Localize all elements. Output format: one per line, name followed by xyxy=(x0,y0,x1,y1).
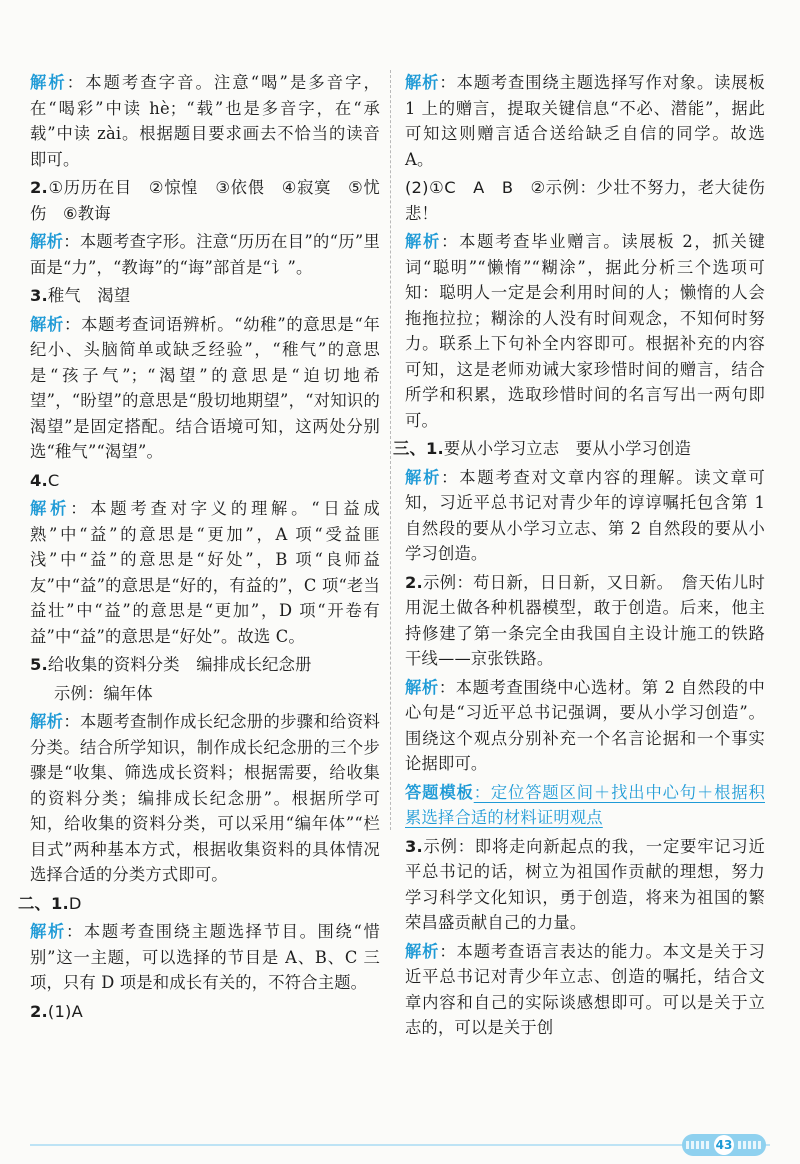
answer-number: 5. xyxy=(30,655,48,674)
analysis-text: ：本题考查字形。注意“历历在目”的“历”里面是“力”，“教诲”的“诲”部首是“讠”。 xyxy=(30,232,380,277)
answer-number: 2. xyxy=(30,178,48,197)
analysis-text: ：本题考查对字义的理解。“日益成熟”中“益”的意思是“更加”，A 项“受益匪浅”中“益”的意思是“好处”，B 项“良师益友”中“益”的意思是“好的，有益的”，C 项“老当益壮”中“益”的意思是“更加”，D 项“开卷有益”中“益”的意思是“好处”。故选 C。 xyxy=(30,499,381,646)
analysis-paragraph xyxy=(405,939,765,1041)
analysis-text: ：本题考查词语辨析。“幼稚”的意思是“年纪小、头脑简单或缺乏经验”，“稚气”的意思是“孩子气”；“渴望”的意思是“迫切地希望”，“盼望”的意思是“殷切地期望”，“对知识的渴望”是固定搭配。结合语境可知，这两处分别选“稚气”“渴望”。 xyxy=(30,314,380,461)
answer-item xyxy=(30,652,380,678)
answer-item xyxy=(30,468,380,494)
answer-number: 3. xyxy=(405,836,423,856)
template-text: ：定位答题区间＋找出中心句＋根据积累选择合适的材料证明观点 xyxy=(405,782,765,827)
analysis-tag: 解析 xyxy=(405,73,440,92)
answer-number: 2. xyxy=(30,1001,48,1021)
analysis-tag: 解析 xyxy=(30,314,65,334)
page-number-badge xyxy=(682,1134,766,1156)
answer-text: ①历历在目 ②惊惶 ③依偎 ④寂寞 ⑤忧伤 ⑥教诲 xyxy=(30,178,380,223)
right-column xyxy=(393,70,766,1044)
answer-text: C xyxy=(47,470,60,490)
analysis-paragraph xyxy=(405,229,765,433)
analysis-tag: 解析 xyxy=(30,73,67,92)
left-column xyxy=(18,70,381,1027)
analysis-paragraph xyxy=(405,465,765,567)
analysis-text: ：本题考查字音。注意“喝”是多音字，在“喝彩”中读 hè；“载”也是多音字，在“承载”中读 zài。根据题目要求画去不恰当的读音即可。 xyxy=(30,73,381,169)
answer-item xyxy=(405,834,765,936)
analysis-tag: 解析 xyxy=(30,499,71,518)
analysis-text: ：本题考查语言表达的能力。本文是关于习近平总书记对青少年立志、创造的嘱托，结合文章内容和自己的实际谈感想即可。可以是关于立志的，可以是关于创 xyxy=(405,941,765,1037)
badge-decoration xyxy=(686,1141,710,1149)
analysis-paragraph xyxy=(30,919,380,996)
footer-rule xyxy=(30,1144,770,1146)
analysis-tag: 解析 xyxy=(30,922,66,941)
analysis-paragraph xyxy=(30,709,380,888)
answer-text: D xyxy=(68,893,82,913)
analysis-text: ：本题考查毕业赠言。读展板 2，抓关键词“聪明”“懒惰”“糊涂”，据此分析三个选项可知：聪明人一定是会利用时间的人；懒惰的人会拖拖拉拉；糊涂的人没有时间观念，不知何时努力。联系上下句补全内容即可。根据补充的内容可知，这是老师劝诫大家珍惜时间的赠言，结合所学和积累，选取珍惜时间的名言写出一两句即可。 xyxy=(405,232,765,430)
analysis-paragraph xyxy=(30,70,380,172)
analysis-text: ：本题考查制作成长纪念册的步骤和给资料分类。结合所学知识，制作成长纪念册的三个步骤是“收集、筛选成长资料；根据需要，给收集的资料分类；编排成长纪念册”。根据所学可知，给收集的资料分类，可以采用“编年体”“栏目式”两种基本方式，根据收集资料的具体情况选择合适的分类方式即可。 xyxy=(30,712,380,884)
answer-item xyxy=(405,175,765,226)
analysis-paragraph xyxy=(405,70,765,172)
analysis-tag: 解析 xyxy=(405,677,439,697)
answer-item xyxy=(30,175,380,226)
answer-text: 要从小学习立志 要从小学习创造 xyxy=(443,439,692,458)
answer-text: 稚气 渴望 xyxy=(47,286,131,305)
answer-number: 3. xyxy=(30,286,48,305)
answer-text: 示例：即将走向新起点的我，一定要牢记习近平总书记的话，树立为祖国作贡献的理想，努力学习科学文化知识，勇于创造，将来为祖国的繁荣昌盛贡献自己的力量。 xyxy=(405,836,765,932)
answer-item xyxy=(30,999,380,1025)
answer-text: 示例：苟日新，日日新，又日新。 詹天佑儿时用泥土做各种机器模型，敢于创造。后来，他主持修建了第一条完全由我国自主设计施工的铁路干线——京张铁路。 xyxy=(405,572,765,668)
answer-template xyxy=(405,780,765,831)
answer-item-continued xyxy=(30,681,380,707)
answer-text: 给收集的资料分类 编排成长纪念册 xyxy=(47,655,312,674)
section-label: 三、 xyxy=(393,439,426,458)
analysis-text: ：本题考查围绕中心选材。第 2 自然段的中心句是“习近平总书记强调，要从小学习创造”。围绕这个观点分别补充一个名言论据和一个事实论据即可。 xyxy=(405,677,765,773)
column-divider xyxy=(390,70,391,830)
analysis-tag: 解析 xyxy=(405,941,440,961)
answer-number: 1. xyxy=(50,893,69,913)
answer-number: 2. xyxy=(405,572,423,592)
analysis-paragraph xyxy=(30,312,380,465)
answer-item xyxy=(405,570,765,672)
answer-number: 1. xyxy=(425,439,444,458)
answer-number: 4. xyxy=(30,470,48,490)
answer-text: 示例：编年体 xyxy=(54,683,153,703)
analysis-tag: 解析 xyxy=(30,712,64,731)
badge-decoration xyxy=(738,1141,762,1149)
section-label: 二、 xyxy=(18,893,51,913)
answer-text: (2)①C A B ②示例：少壮不努力，老大徒伤悲！ xyxy=(405,178,765,223)
analysis-tag: 解析 xyxy=(30,232,64,251)
template-tag: 答题模板 xyxy=(405,782,474,802)
analysis-paragraph xyxy=(30,496,380,649)
answer-text: (1)A xyxy=(47,1001,83,1021)
analysis-tag: 解析 xyxy=(405,232,442,251)
section-three-answer xyxy=(393,436,765,462)
answer-item xyxy=(30,283,380,309)
section-two-answer xyxy=(18,891,380,917)
analysis-text: ：本题考查对文章内容的理解。读文章可知，习近平总书记对青少年的谆谆嘱托包含第 1 自然段的要从小学习立志、第 2 自然段的要从小学习创造。 xyxy=(405,467,766,563)
analysis-paragraph xyxy=(405,675,765,777)
analysis-text: ：本题考查围绕主题选择写作对象。读展板 1 上的赠言，提取关键信息“不必、潜能”，据此可知这则赠言适合送给缺乏自信的同学。故选 A。 xyxy=(405,73,765,169)
analysis-text: ：本题考查围绕主题选择节目。围绕“惜别”这一主题，可以选择的节目是 A、B、C 三项，只有 D 项是和成长有关的，不符合主题。 xyxy=(30,922,380,992)
analysis-tag: 解析 xyxy=(405,467,442,487)
page-number: 43 xyxy=(714,1135,734,1155)
analysis-paragraph xyxy=(30,229,380,280)
